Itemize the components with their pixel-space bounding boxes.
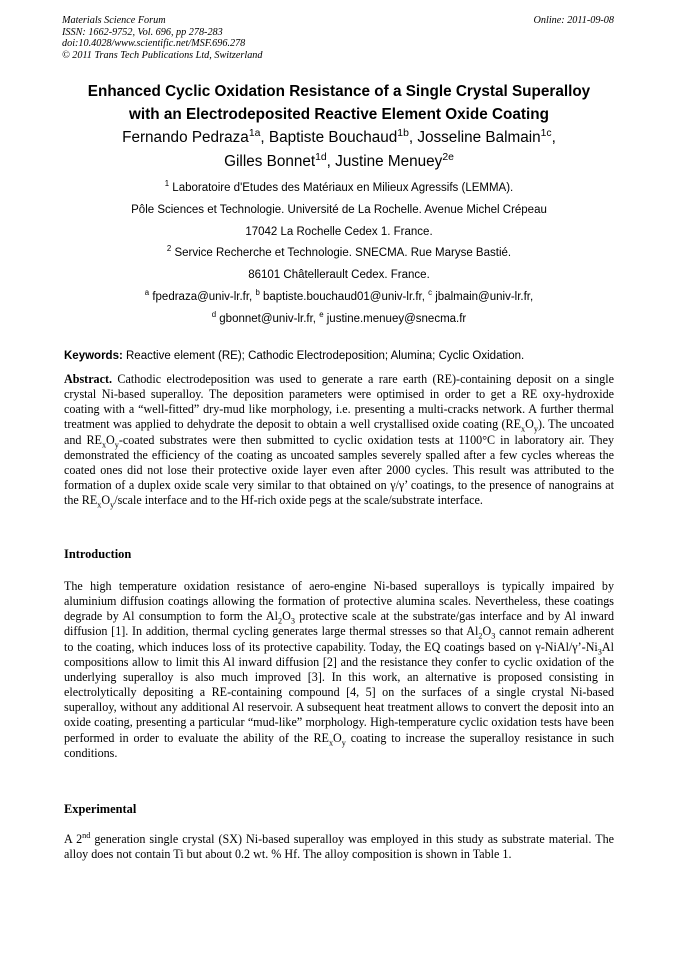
copyright-line: © 2011 Trans Tech Publications Ltd, Switzerland (62, 49, 263, 61)
author-sep: , (260, 129, 269, 146)
intro-text: The high temperature oxidation resistance of aero-engine Ni-based superalloys is typically impaired by aluminium diffusion coatings allowing the formation of protective alumina scales. Nevertheless, these coatings degrade by Al consumption to form the Al (64, 579, 614, 624)
keywords-text: Reactive element (RE); Cathodic Electrodeposition; Alumina; Cyclic Oxidation. (126, 350, 525, 362)
introduction-heading: Introduction (64, 547, 132, 561)
sub-3: 3 (597, 647, 602, 657)
author-sup: 2e (442, 151, 454, 163)
introduction-text (64, 579, 614, 761)
author-name: Baptiste Bouchaud (268, 129, 398, 146)
sub-x: x (521, 424, 526, 434)
exp-sup: nd (82, 830, 91, 840)
email-line-1 (40, 287, 638, 309)
author-sep: , (326, 153, 336, 170)
affiliation-1-line-3: 17042 La Rochelle Cedex 1. France. (245, 225, 433, 238)
chem-o: O (482, 624, 492, 639)
chem-o: O (106, 432, 115, 447)
email-link[interactable]: fpedraza@univ-lr.fr, (152, 290, 256, 303)
intro-text: coating to increase the superalloy resistance in such conditions. (64, 730, 614, 760)
author-name: Josseline Balmain (417, 129, 541, 146)
title-line-2: with an Electrodeposited Reactive Element Oxide Coating (129, 106, 549, 123)
title-line-1: Enhanced Cyclic Oxidation Resistance of a Single Crystal Superalloy (87, 83, 591, 100)
author-name: Fernando Pedraza (122, 129, 249, 146)
online-date: Online: 2011-09-08 (533, 15, 614, 26)
affiliation-1-line-1 (40, 178, 638, 200)
email-sup: b (255, 288, 260, 298)
exp-text: A 2 (64, 832, 83, 846)
abstract (64, 372, 614, 508)
keywords-label: Keywords: (64, 350, 123, 362)
author-sup: 1c (540, 127, 552, 139)
sub-y: y (114, 440, 119, 450)
author-line-1 (40, 126, 638, 150)
affiliation-2-line-2: 86101 Châtellerault Cedex. France. (248, 269, 430, 282)
author-sep: , (408, 129, 418, 146)
author-name: Justine Menuey (335, 153, 443, 170)
email-sup: c (428, 288, 433, 298)
author-list (40, 126, 638, 174)
sub-x: x (328, 737, 334, 747)
experimental-text (64, 832, 614, 862)
paper-title (40, 80, 638, 126)
affiliations (40, 178, 638, 331)
affiliation-number: 1 (164, 179, 170, 189)
email-link[interactable]: gbonnet@univ-lr.fr, (219, 312, 320, 325)
intro-text: cannot remain adherent to the coating, which induces loss of its protective capability. Today, the EQ coatings based on γ-NiAl/γ’-Ni (64, 624, 614, 654)
sub-3: 3 (491, 631, 496, 641)
author-name: Gilles Bonnet (224, 153, 316, 170)
sub-y: y (110, 500, 115, 510)
affiliation-1-line-2: Pôle Sciences et Technologie. Université de La Rochelle. Avenue Michel Crépeau (131, 203, 547, 216)
doi-line: doi:10.4028/www.scientific.net/MSF.696.278 (62, 38, 246, 49)
affiliation-2-line-1 (40, 243, 638, 265)
author-sup: 1d (315, 151, 327, 163)
abstract-label: Abstract. (64, 372, 113, 386)
author-sup: 1b (397, 127, 409, 139)
affiliation-text: Service Recherche et Technologie. SNECMA. Rue Maryse Bastié. (174, 247, 512, 260)
email-sup: d (211, 309, 217, 319)
chem-o: O (101, 493, 111, 508)
experimental-heading: Experimental (64, 802, 137, 816)
sub-2: 2 (478, 631, 483, 641)
sub-x: x (101, 440, 107, 450)
author-sup: 1a (248, 127, 261, 139)
sub-x: x (97, 500, 102, 510)
exp-text: generation single crystal (SX) Ni-based superalloy was employed in this study as substrate material. The alloy does not contain Ti but about 0.2 wt. % Hf. The alloy composition is shown in Table 1. (64, 832, 615, 862)
sub-3: 3 (290, 616, 295, 626)
abstract-text: Cathodic electrodeposition was used to generate a rare earth (RE)-containing deposit on a single crystal Ni-based superalloy. The deposition parameters were optimised in order to get a RE oxy-hydroxide coating with a “well-fitted” dry-mud like morphology, i.e. presenting a multi-cracks network. A further thermal treatment was applied to dehydrate the deposit to obtain a well crystallised oxide coating (RE (64, 372, 614, 432)
affiliation-number: 2 (166, 244, 172, 254)
abstract-text: -coated substrates were then submitted to cyclic oxidation tests at 1100°C in laboratory air. They demonstrated the efficiency of the coating as uncoated samples severely spalled after a few cycles whereas the coated ones did not lose their protective oxide layer even after 2000 cycles. This result was attributed to the formation of a duplex oxide scale very similar to that obtained on γ/γ’ coatings, to the presence of nanograins at the RE (64, 432, 614, 508)
abstract-text: /scale interface and to the Hf-rich oxide pegs at the scale/substrate interface. (114, 493, 483, 508)
sub-y: y (341, 737, 346, 747)
sub-y: y (533, 424, 538, 434)
intro-text: protective scale at the substrate/gas interface and by Al inward diffusion [1]. In addition, thermal cycling generates large thermal stresses so that Al (64, 609, 614, 639)
journal-header (62, 15, 262, 61)
abstract-text: ). The uncoated and RE (64, 417, 614, 447)
affiliation-text: Laboratoire d'Etudes des Matériaux en Milieux Agressifs (LEMMA). (172, 182, 514, 194)
chem-o: O (282, 609, 291, 624)
email-line-2 (40, 309, 638, 331)
email-link[interactable]: jbalmain@univ-lr.fr, (435, 290, 534, 303)
keywords (64, 349, 616, 363)
email-link[interactable]: baptiste.bouchaud01@univ-lr.fr, (263, 290, 429, 303)
chem-o: O (333, 730, 342, 745)
journal-name: Materials Science Forum (62, 15, 166, 26)
issn-line: ISSN: 1662-9752, Vol. 696, pp 278-283 (62, 26, 223, 38)
author-line-2 (40, 150, 638, 174)
author-sep: , (551, 129, 556, 146)
chem-o: O (525, 417, 534, 432)
sub-2: 2 (277, 616, 283, 626)
intro-text: Al compositions allow to limit this Al inward diffusion [2] and the resistance they confer to cyclic oxidation of the underlying superalloy is also much improved [3]. In this work, an alternative is proposed consisting in electrolytically depositing a RE-containing compound [4, 5] on the surfaces of a single crystal Ni-based superalloy, without any additional Al reservoir. A subsequent heat treatment allows to convert the deposit into an oxide coating, presenting a particular “mud-like” morphology. High-temperature cyclic oxidation tests have been performed in order to evaluate the ability of the RE (64, 639, 614, 745)
email-sup: a (144, 288, 150, 298)
email-sup: e (319, 309, 324, 319)
email-link[interactable]: justine.menuey@snecma.fr (326, 312, 467, 325)
